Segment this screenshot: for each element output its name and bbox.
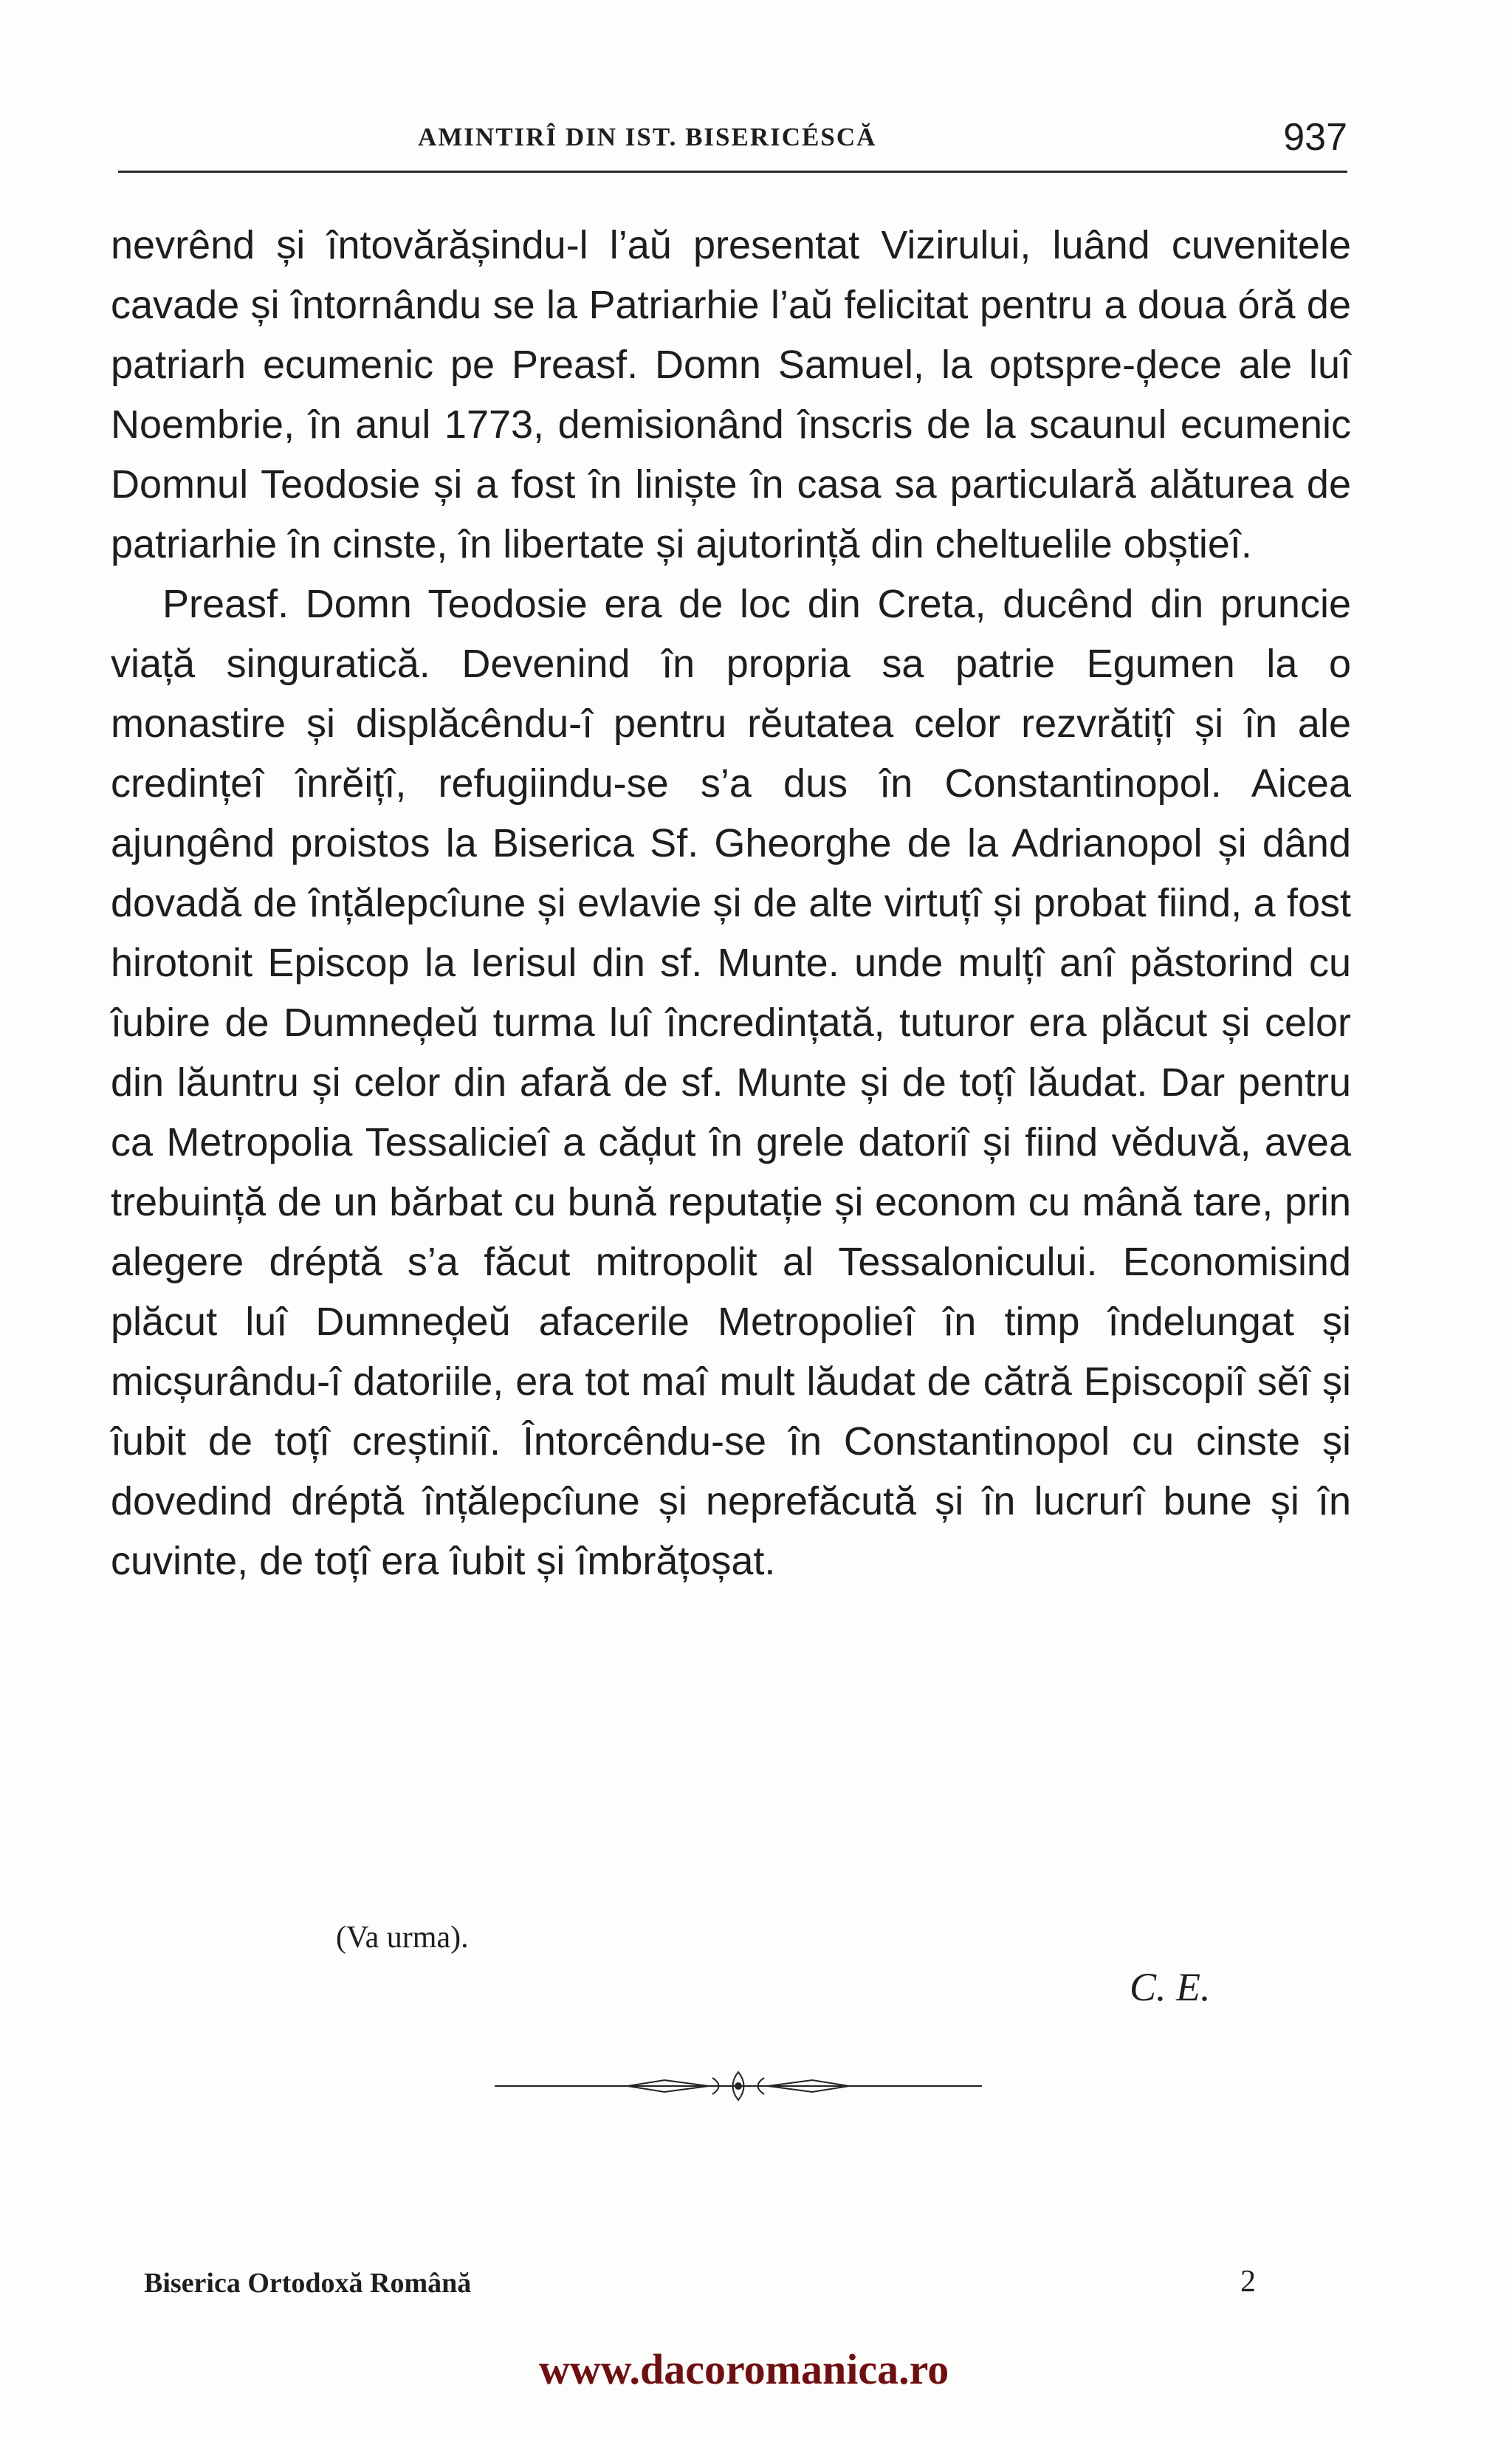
closing-block (111, 1920, 1351, 2023)
ornament-divider-icon (495, 2068, 982, 2104)
watermark: www.dacoromanica.ro (539, 2345, 949, 2393)
running-title: AMINTIRÎ DIN IST. BISERICÉSCĂ (418, 123, 877, 151)
article-body (111, 216, 1351, 1591)
paragraph-1: nevrênd și întovărășindu-l l’aŭ presentat Vizirului, luând cuvenitele cavade și întornându se la Patriarhie l’aŭ felicitat pentru a doua óră de patriarh ecumenic pe Preasf. Domn Samuel, la optspre-ḑece ale luî Noembrie, în anul 1773, demisionând înscris de la scaunul ecumenic Domnul Teodosie și a fost în liniște în casa sa particulară alăturea de patriarhie în cinste, în libertate și ajutorință din cheltuelile obștieî. (111, 223, 1351, 566)
header-rule (118, 171, 1347, 173)
page-number: 937 (1283, 116, 1347, 159)
paragraph-2: Preasf. Domn Teodosie era de loc din Creta, ducênd din pruncie viață singuratică. Devenind în propria sa patrie Egumen la o monastire și displăcêndu-î pentru rĕutatea celor rezvrătițî și în ale credințeî înrĕițî, refugiindu-se s’a dus în Constantinopol. Aicea ajungênd proistos la Biserica Sf. Gheorghe de la Adrianopol și dând dovadă de înțălepcîune și evlavie și de alte virtuțî și probat fiind, a fost hirotonit Episcop la Ierisul din sf. Munte. unde mulțî anî păstorind cu îubire de Dumneḑeŭ turma luî încredințată, tuturor era plăcut și celor din lăuntru și celor din afară de sf. Munte și de toțî lăudat. Dar pentru ca Metropolia Tessalicieî a căḑut în grele datoriî și fiind vĕduvă, avea trebuință de un bărbat cu bună reputație și econom cu mână tare, prin alegere dréptă s’a făcut mitropolit al Tessalonicului. Economisind plăcut luî Dumneḑeŭ afacerile Metropolieî în timp îndelungat și micșurându-î datoriile, era tot maî mult lăudat de cătră Episcopiî sĕî și îubit de toțî creștiniî. Întorcêndu-se în Constantinopol cu cinste și dovedind dréptă înțălepcîune și neprefăcută și în lucrurî bune și în cuvinte, de toțî era îubit și îmbrățoșat. (111, 582, 1351, 1583)
signature-mark: 2 (1240, 2265, 1256, 2299)
footer-title: Biserica Ortodoxă Română (144, 2268, 472, 2299)
author-initials: C. E. (1130, 1965, 1211, 2009)
page-header (118, 116, 1347, 168)
to-be-continued-note: (Va urma). (336, 1921, 469, 1955)
